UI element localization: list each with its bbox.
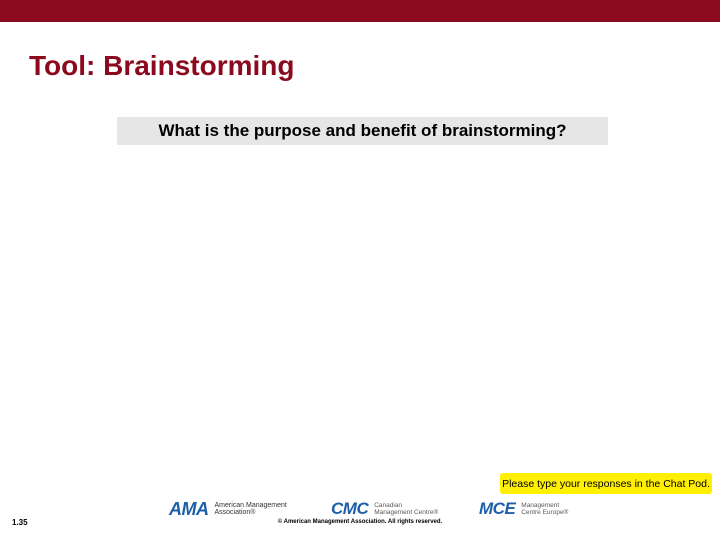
ama-logo-text (215, 502, 287, 517)
ama-logo-mark: AMA (169, 498, 209, 519)
cmc-logo-line2: Management Centre® (374, 509, 439, 516)
cmc-logo-mark: CMC (331, 499, 369, 518)
ama-logo (169, 499, 287, 519)
cmc-logo (331, 499, 438, 519)
slide-title: Tool: Brainstorming (29, 50, 295, 81)
ama-logo-line1: American Management (214, 501, 287, 509)
copyright-notice: © American Management Association. All rights reserved. (277, 519, 443, 525)
chat-pod-note-text: Please type your responses in the Chat Pod. (502, 477, 710, 490)
cmc-logo-text (374, 502, 438, 516)
cmc-logo-line1: Canadian (374, 502, 403, 509)
mce-logo-text (521, 502, 568, 516)
ama-logo-line2: Association® (214, 509, 256, 516)
question-text: What is the purpose and benefit of brainstorming? (158, 121, 567, 140)
mce-logo-line2: Centre Europe® (521, 509, 569, 516)
mce-logo (479, 499, 568, 519)
top-banner (0, 0, 720, 22)
slide-number: 1.35 (12, 518, 28, 527)
question-box (117, 117, 608, 145)
mce-logo-line1: Management (521, 502, 560, 509)
mce-logo-mark: MCE (479, 499, 516, 518)
chat-pod-note (500, 473, 712, 494)
